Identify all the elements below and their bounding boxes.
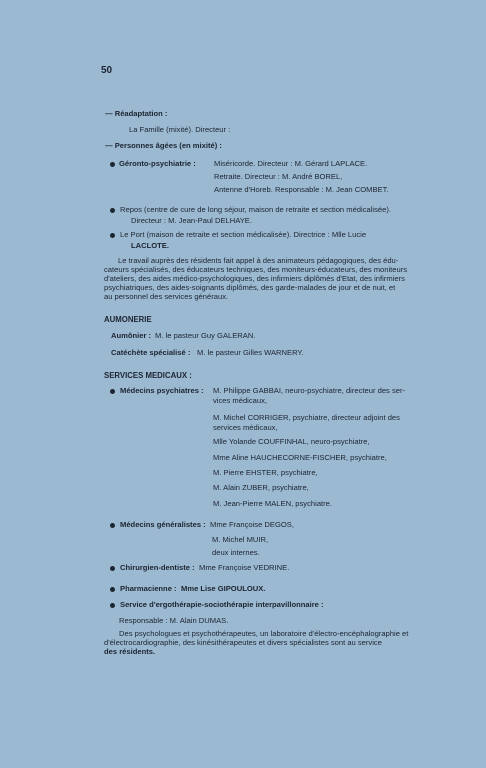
generaliste-3: deux internes. [212, 548, 260, 557]
bullet-icon [110, 233, 115, 238]
paragraph-1-line-4: psychiatriques, des aides-soignants diplômés, des garde-malades de jour et de nuit, et [104, 283, 396, 292]
repos-line-2: Directeur : M. Jean-Paul DELHAYE. [131, 216, 252, 225]
psychiatre-5: M. Pierre EHSTER, psychiatre, [213, 468, 318, 477]
personnes-agees-heading: — Personnes âgées (en mixité) : [105, 141, 222, 150]
psychiatre-1-line-1: M. Philippe GABBAI, neuro-psychiatre, directeur des ser- [213, 386, 406, 395]
psychiatre-2-line-1: M. Michel CORRIGER, psychiatre, directeur adjoint des [213, 413, 400, 422]
bullet-icon [110, 587, 115, 592]
bullet-icon [110, 208, 115, 213]
readaptation-heading: — Réadaptation : [105, 109, 168, 118]
aumonier-label: Aumônier : [111, 331, 152, 340]
paragraph-1-line-1: Le travail auprès des résidents fait appel à des animateurs pédagogiques, des édu- [118, 256, 399, 265]
psychiatre-6: M. Alain ZUBER, psychiatre, [213, 483, 309, 492]
catechete-label: Catéchète spécialisé : [111, 348, 191, 357]
paragraph-1-line-5: au personnel des services généraux. [104, 292, 229, 301]
geronto-line-2: Retraite. Directeur : M. André BOREL, [214, 172, 343, 181]
paragraph-1-line-3: d'ateliers, des aides médico-psychologiques, des infirmiers diplômés d'Etat, des infirmiers [104, 274, 405, 283]
generaliste-1: Mme Françoise DEGOS, [210, 520, 294, 529]
port-line-1: Le Port (maison de retraite et section médicalisée). Directrice : Mlle Lucie [120, 230, 367, 239]
dentiste-label: Chirurgien-dentiste : [120, 563, 195, 572]
ergotherapie-line: Service d'ergothérapie-sociothérapie interpavillonnaire : [120, 600, 324, 609]
paragraph-1-line-2: cateurs spécialisés, des éducateurs techniques, des moniteurs-éducateurs, des moniteurs [104, 265, 408, 274]
generalistes-label: Médecins généralistes : [120, 520, 206, 529]
bullet-icon [110, 603, 115, 608]
pharmacienne-label: Pharmacienne : [120, 584, 177, 593]
psychiatre-7: M. Jean-Pierre MALEN, psychiatre. [213, 499, 333, 508]
psychiatre-2-line-2: services médicaux, [213, 423, 278, 432]
services-heading: SERVICES MEDICAUX : [104, 371, 192, 380]
geronto-label: Géronto-psychiatrie : [119, 159, 196, 168]
paragraph-2-line-3: des résidents. [104, 647, 156, 656]
paragraph-2-line-1: Des psychologues et psychothérapeutes, un laboratoire d'électro-encéphalographie et [119, 629, 409, 638]
psychiatres-label: Médecins psychiatres : [120, 386, 204, 395]
port-line-2: LACLOTE. [131, 241, 169, 250]
geronto-line-1: Miséricorde. Directeur : M. Gérard LAPLACE. [214, 159, 368, 168]
generaliste-2: M. Michel MUIR, [212, 535, 269, 544]
psychiatre-4: Mme Aline HAUCHECORNE-FISCHER, psychiatre, [213, 453, 387, 462]
catechete-value: M. le pasteur Gilles WARNERY. [197, 348, 304, 357]
ergotherapie-responsable: Responsable : M. Alain DUMAS. [119, 616, 229, 625]
aumonier-value: M. le pasteur Guy GALERAN. [155, 331, 256, 340]
psychiatre-1-line-2: vices médicaux, [213, 396, 268, 405]
aumonerie-heading: AUMONERIE [104, 315, 152, 324]
psychiatre-3: Mlle Yolande COUFFINHAL, neuro-psychiatre, [213, 437, 370, 446]
bullet-icon [110, 566, 115, 571]
pharmacienne-value: Mme Lise GIPOULOUX. [181, 584, 266, 593]
geronto-line-3: Antenne d'Horeb. Responsable : M. Jean COMBET. [214, 185, 389, 194]
famille-line: La Famille (mixité). Directeur : [129, 125, 231, 134]
page-number: 50 [101, 65, 113, 76]
bullet-icon [110, 162, 115, 167]
paragraph-2-line-2: d'électrocardiographie, des kinésithérapeutes et divers spécialistes sont au service [104, 638, 382, 647]
dentiste-value: Mme Françoise VEDRINE. [199, 563, 290, 572]
repos-line-1: Repos (centre de cure de long séjour, maison de retraite et section médicalisée). [120, 205, 391, 214]
bullet-icon [110, 389, 115, 394]
bullet-icon [110, 523, 115, 528]
